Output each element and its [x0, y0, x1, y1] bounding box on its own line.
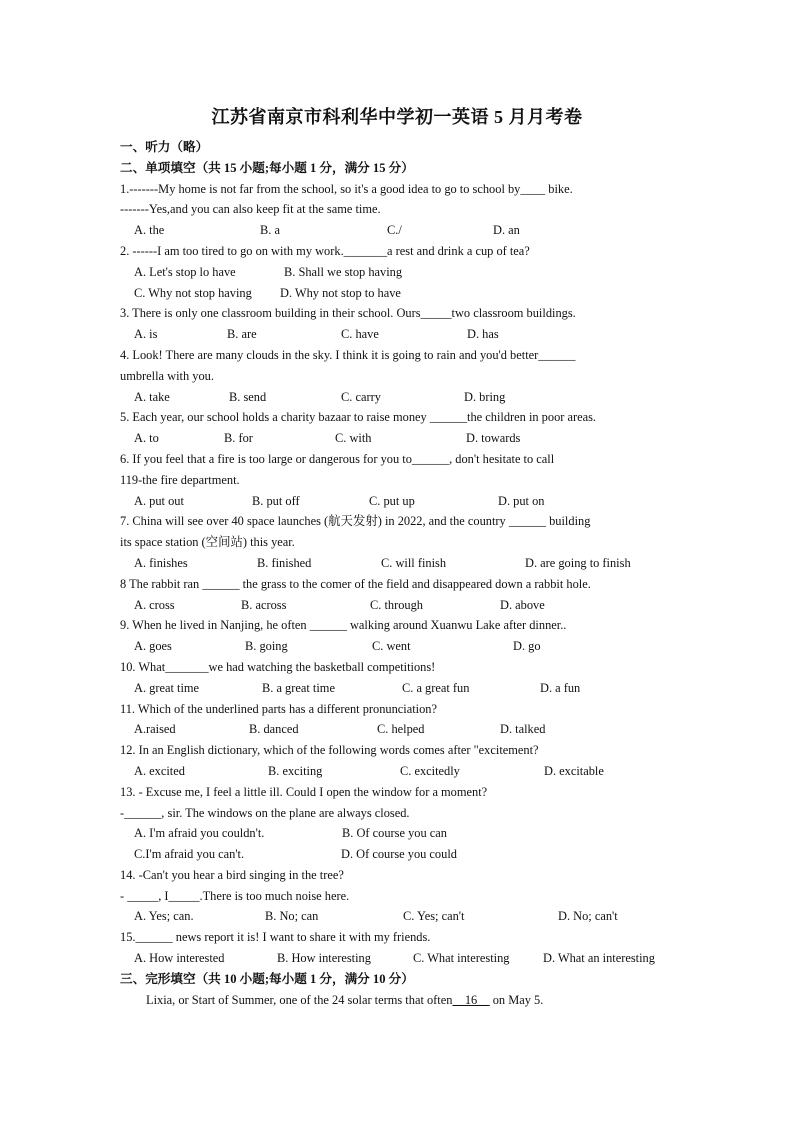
- cloze-passage-prefix: Lixia, or Start of Summer, one of the 24 solar terms that often: [146, 992, 453, 1007]
- question-3-stem: 3. There is only one classroom building in their school. Ours_____two classroom buildings.: [120, 306, 576, 321]
- q9-option-c: C. went: [372, 639, 411, 654]
- q15-option-d: D. What an interesting: [543, 951, 655, 966]
- question-1-options: [120, 220, 680, 241]
- question-6-options: [120, 491, 680, 512]
- q11-option-b: B. danced: [249, 722, 299, 737]
- q10-option-a: A. great time: [134, 680, 200, 695]
- question-14-stem: 14. -Can't you hear a bird singing in the tree?: [120, 867, 344, 882]
- q12-option-a: A. excited: [134, 763, 185, 778]
- exam-title: 江苏省南京市科利华中学初一英语 5 月月考卷: [211, 107, 583, 127]
- question-7-stem-continued: its space station (空间站) this year.: [120, 535, 295, 550]
- question-5-stem: 5. Each year, our school holds a charity bazaar to raise money ______the children in poor areas.: [120, 410, 597, 425]
- q11-option-c: C. helped: [377, 722, 425, 737]
- question-2-stem: 2. ------I am too tired to go on with my work._______a rest and drink a cup of tea?: [120, 243, 530, 258]
- question-14-stem-continued: - _____, I_____.There is too much noise here.: [120, 888, 350, 903]
- question-3-options: [120, 324, 680, 345]
- question-12-stem: 12. In an English dictionary, which of the following words comes after "excitement?: [120, 743, 539, 758]
- q12-option-d: D. excitable: [544, 763, 604, 778]
- q15-option-b: B. How interesting: [277, 951, 371, 966]
- q14-option-a: A. Yes; can.: [134, 909, 194, 924]
- q3-option-d: D. has: [467, 327, 499, 342]
- q5-option-a: A. to: [134, 431, 159, 446]
- q11-option-d: D. talked: [500, 722, 546, 737]
- q5-option-d: D. towards: [466, 431, 521, 446]
- question-4-options: [120, 387, 680, 408]
- q1-option-d: D. an: [493, 223, 520, 238]
- question-5-options: [120, 428, 680, 449]
- q4-option-d: D. bring: [464, 389, 506, 404]
- q14-option-c: C. Yes; can't: [403, 909, 465, 924]
- section-single-choice-heading: 二、单项填空（共 15 小题;每小题 1 分，满分 15 分）: [120, 160, 414, 175]
- question-2-options-row1: [120, 262, 680, 283]
- q8-option-b: B. across: [241, 597, 287, 612]
- question-14-options: [120, 906, 680, 927]
- q9-option-a: A. goes: [134, 639, 172, 654]
- question-13-options-row2: [120, 844, 680, 865]
- q2-option-b: B. Shall we stop having: [284, 264, 403, 279]
- q3-option-c: C. have: [341, 327, 379, 342]
- question-6-stem-continued: 119-the fire department.: [120, 472, 240, 487]
- q11-option-a: A.raised: [134, 722, 176, 737]
- q6-option-c: C. put up: [369, 493, 415, 508]
- q10-option-c: C. a great fun: [402, 680, 470, 695]
- q13-option-c: C.I'm afraid you can't.: [134, 847, 245, 862]
- question-11-options: [120, 719, 680, 740]
- q1-option-c: C./: [387, 223, 402, 238]
- question-9-options: [120, 636, 680, 657]
- q1-option-a: A. the: [134, 223, 165, 238]
- question-1-stem-continued: -------Yes,and you can also keep fit at the same time.: [120, 202, 381, 217]
- cloze-passage-suffix: on May 5.: [489, 992, 544, 1007]
- q9-option-b: B. going: [245, 639, 288, 654]
- q9-option-d: D. go: [513, 639, 541, 654]
- q5-option-c: C. with: [335, 431, 372, 446]
- exam-body: [120, 137, 680, 1010]
- q10-option-b: B. a great time: [262, 680, 335, 695]
- question-10-options: [120, 678, 680, 699]
- q13-option-b: B. Of course you can: [342, 826, 447, 841]
- cloze-blank-16: __16__: [452, 992, 490, 1007]
- q15-option-c: C. What interesting: [413, 951, 510, 966]
- q1-option-b: B. a: [260, 223, 280, 238]
- question-13-stem: 13. - Excuse me, I feel a little ill. Could I open the window for a moment?: [120, 784, 488, 799]
- q4-option-b: B. send: [229, 389, 267, 404]
- q7-option-b: B. finished: [257, 555, 312, 570]
- q14-option-b: B. No; can: [265, 909, 319, 924]
- question-11-stem: 11. Which of the underlined parts has a different pronunciation?: [120, 701, 438, 716]
- cloze-passage-line: [120, 990, 680, 1011]
- question-9-stem: 9. When he lived in Nanjing, he often ______ walking around Xuanwu Lake after dinner..: [120, 618, 567, 633]
- question-1-stem: 1.-------My home is not far from the school, so it's a good idea to go to school by____ bike.: [120, 181, 573, 196]
- section-cloze-heading: 三、完形填空（共 10 小题;每小题 1 分，满分 10 分）: [120, 971, 414, 986]
- question-4-stem: 4. Look! There are many clouds in the sky. I think it is going to rain and you'd better______: [120, 347, 576, 362]
- question-2-options-row2: [120, 283, 680, 304]
- question-7-stem: 7. China will see over 40 space launches (航天发射) in 2022, and the country ______ building: [120, 514, 591, 529]
- q4-option-c: C. carry: [341, 389, 381, 404]
- q10-option-d: D. a fun: [540, 680, 581, 695]
- section-listening-heading: 一、听力（略）: [120, 140, 209, 154]
- question-4-stem-continued: umbrella with you.: [120, 368, 214, 383]
- question-13-options-row1: [120, 823, 680, 844]
- q8-option-a: A. cross: [134, 597, 175, 612]
- q14-option-d: D. No; can't: [558, 909, 618, 924]
- q7-option-d: D. are going to finish: [525, 555, 631, 570]
- q5-option-b: B. for: [224, 431, 253, 446]
- q12-option-c: C. excitedly: [400, 763, 460, 778]
- question-8-options: [120, 595, 680, 616]
- question-13-stem-continued: -______, sir. The windows on the plane are always closed.: [120, 805, 410, 820]
- q2-option-c: C. Why not stop having: [134, 285, 252, 300]
- q6-option-d: D. put on: [498, 493, 545, 508]
- question-15-options: [120, 948, 680, 969]
- q6-option-a: A. put out: [134, 493, 184, 508]
- q6-option-b: B. put off: [252, 493, 300, 508]
- q2-option-a: A. Let's stop lo have: [134, 264, 236, 279]
- q12-option-b: B. exciting: [268, 763, 323, 778]
- q8-option-d: D. above: [500, 597, 545, 612]
- q3-option-a: A. is: [134, 327, 158, 342]
- question-12-options: [120, 761, 680, 782]
- q2-option-d: D. Why not stop to have: [280, 285, 401, 300]
- q13-option-d: D. Of course you could: [341, 847, 457, 862]
- question-10-stem: 10. What_______we had watching the basketball competitions!: [120, 659, 436, 674]
- q7-option-a: A. finishes: [134, 555, 188, 570]
- question-7-options: [120, 553, 680, 574]
- q4-option-a: A. take: [134, 389, 170, 404]
- q3-option-b: B. are: [227, 327, 257, 342]
- q15-option-a: A. How interested: [134, 951, 225, 966]
- q8-option-c: C. through: [370, 597, 424, 612]
- q7-option-c: C. will finish: [381, 555, 447, 570]
- q13-option-a: A. I'm afraid you couldn't.: [134, 826, 265, 841]
- question-6-stem: 6. If you feel that a fire is too large or dangerous for you to______, don't hesitate to call: [120, 451, 555, 466]
- question-8-stem: 8 The rabbit ran ______ the grass to the comer of the field and disappeared down a rabbit hole.: [120, 576, 591, 591]
- question-15-stem: 15.______ news report it is! I want to share it with my friends.: [120, 930, 431, 945]
